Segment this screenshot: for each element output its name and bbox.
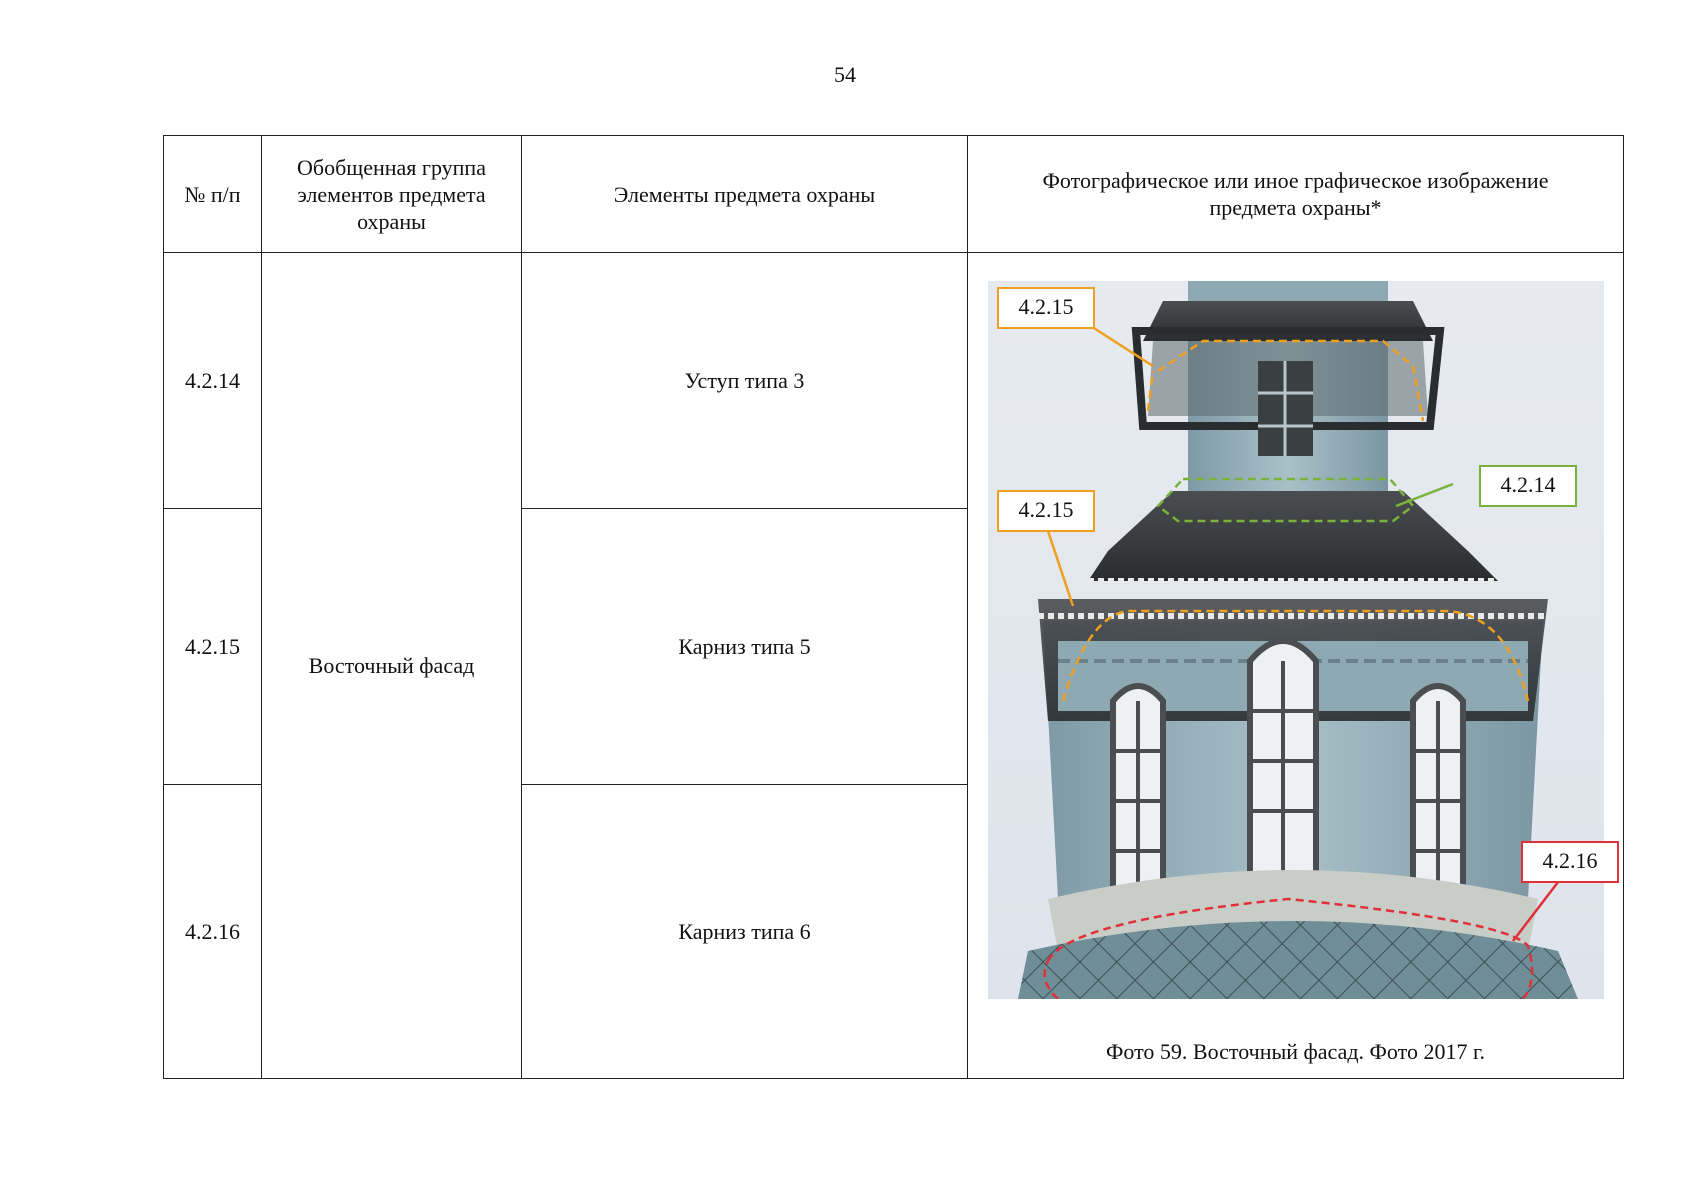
callout-label: 4.2.15	[997, 490, 1095, 532]
facade-photo	[988, 281, 1604, 999]
page-number: 54	[834, 62, 856, 87]
table-row	[164, 253, 1624, 509]
photo-cell	[968, 253, 1624, 1079]
callout-label: 4.2.16	[1521, 841, 1619, 883]
photo-caption: Фото 59. Восточный фасад. Фото 2017 г.	[1105, 1039, 1486, 1064]
header-num: № п/п	[164, 136, 262, 253]
protection-table	[163, 135, 1624, 1079]
row-element: Карниз типа 5	[522, 509, 968, 785]
header-row	[164, 136, 1624, 253]
callout-label: 4.2.15	[997, 287, 1095, 329]
row-num: 4.2.15	[164, 509, 262, 785]
header-elements: Элементы предмета охраны	[522, 136, 968, 253]
row-element: Карниз типа 6	[522, 785, 968, 1079]
header-photo: Фотографическое или иное графическое изображение предмета охраны*	[968, 136, 1624, 253]
group-cell: Восточный фасад	[262, 253, 522, 1079]
header-group: Обобщенная группа элементов предмета охраны	[262, 136, 522, 253]
row-element: Уступ типа 3	[522, 253, 968, 509]
row-num: 4.2.16	[164, 785, 262, 1079]
facade-photo-image	[988, 281, 1604, 999]
row-num: 4.2.14	[164, 253, 262, 509]
callout-label: 4.2.14	[1479, 465, 1577, 507]
